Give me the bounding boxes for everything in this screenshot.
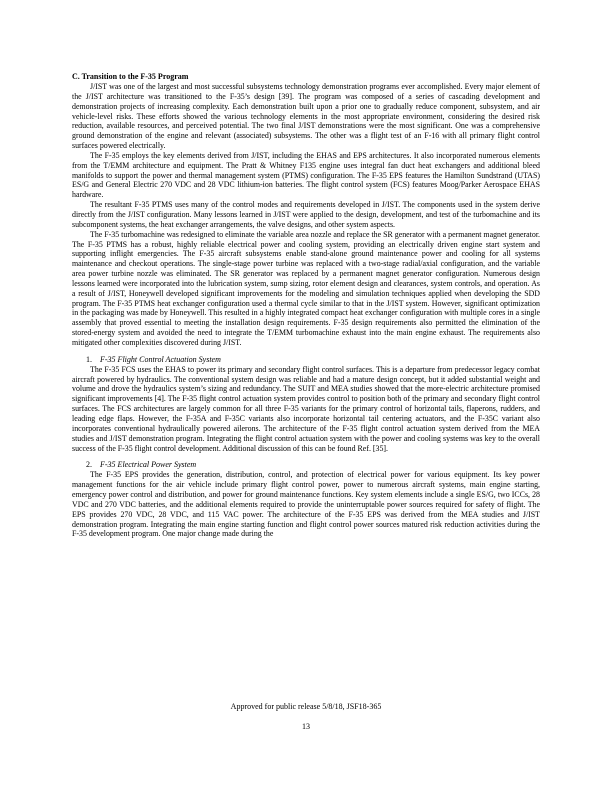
paragraph: The F-35 employs the key elements derived from J/IST, including the EHAS and EPS architectures. It also incorporated numerous elements from the T/EMM architecture and equipment. The Pratt & Whitney F135 engine uses integral fan duct heat exchangers and additional bleed manifolds to support the power and thermal management system (PTMS) configuration. The F-35 EPS features the Hamilton Sundstrand (UTAS) ES/G and General Electric 270 VDC and 28 VDC lithium-ion batteries. The flight control system (FCS) features Moog/Parker Aerospace EHAS hardware. [72, 150, 540, 200]
subsection-title: F-35 Flight Control Actuation System [100, 354, 221, 364]
paragraph: The F-35 turbomachine was redesigned to eliminate the variable area nozzle and replace the SR generator with a permanent magnet generator. The F-35 PTMS has a robust, highly reliable electrical power and cooling system, providing an electrically driven engine start system and supporting inflight emergencies. The F-35 aircraft subsystems enable stand-alone ground maintenance power and cooling for all systems maintenance and checkout operations. The single-stage power turbine was replaced with a two-stage radial/axial configuration, and the variable area power turbine nozzle was eliminated. The SR generator was replaced by a permanent magnet generator configuration. Numerous design lessons learned were incorporated into the lubrication system, sump sizing, rotor element design and clearances, system controls, and operation. As a result of J/IST, Honeywell developed significant improvements for the modeling and simulation techniques applied when developing the SDD program. The F-35 PTMS heat exchanger configuration used a thermal cycle similar to that in the J/IST system. However, significant optimization in the packaging was made by Honeywell. This resulted in a highly integrated compact heat exchanger configuration with multiple cores in a single assembly that proved essential to meeting the installation design requirements. F-35 design requirements also permitted the elimination of the stored-energy system and avoided the need to integrate the T/EMM turbomachine exhaust into the main engine exhaust. The requirements also mitigated other complexities discovered during J/IST. [72, 229, 540, 347]
subsection-number: 2. [86, 460, 92, 470]
page-number: 13 [302, 722, 310, 731]
section-heading: C. Transition to the F-35 Program [72, 72, 189, 81]
page-content [72, 72, 540, 539]
subsection-number: 1. [86, 354, 92, 364]
paragraph: The F-35 FCS uses the EHAS to power its primary and secondary flight control surfaces. This is a departure from predecessor legacy combat aircraft powered by hydraulics. The conventional system design was reliable and had a mature design concept, but it added substantial weight and volume and drove the hydraulics system’s sizing and redundancy. The SUIT and MEA studies showed that the more-electric architecture promised significant improvements [4]. The F-35 flight control actuation system provides control to position both of the primary and secondary flight control surfaces. The FCS architectures are largely common for all three F-35 variants for the primary control of horizontal tails, flaperons, rudders, and leading edge flaps. However, the F-35A and F-35C variants also incorporate horizontal tail centering actuators, and the F-35C variant also incorporates conventional hydraulically powered ailerons. The architecture of the F-35 flight control actuation system derived from the MEA studies and J/IST demonstration program. Integrating the flight control actuation system with the power and cooling systems was key to the overall success of the F-35 flight control development. Additional discussion of this can be found Ref. [35]. [72, 364, 540, 453]
paragraph: The F-35 EPS provides the generation, distribution, control, and protection of electrical power for various equipment. Its key power management functions for the air vehicle include primary flight control power, power to numerous aircraft systems, main engine starting, emergency power control and distribution, and power for ground maintenance functions. Key system elements include a single ES/G, two ICCs, 28 VDC and 270 VDC batteries, and the additional elements required to provide the uninterruptable power sources required for safety of flight. The EPS provides 270 VDC, 28 VDC, and 115 VAC power. The architecture of the F-35 EPS was derived from the MEA studies and J/IST demonstration program. Integrating the main engine starting function and flight control power sources matured risk reduction activities during the F-35 development program. One major change made during the [72, 470, 540, 539]
paragraph: J/IST was one of the largest and most successful subsystems technology demonstration programs ever accomplished. Every major element of the J/IST architecture was transitioned to the F-35’s design [39]. The program was composed of a series of cascading development and demonstration projects of increasing complexity. Each demonstration built upon a prior one to gradually reduce component, subsystem, and air vehicle-level risks. These efforts showed the various technology elements in the most appropriate environment, considering the desired risk reduction, available resources, and perceived potential. The two final J/IST demonstrations were the most significant. One was a comprehensive ground demonstration of the engine and relevant (associated) subsystems. The other was a flight test of an F-16 with all primary flight control surfaces powered electrically. [72, 82, 540, 151]
subsection-title: F-35 Electrical Power System [100, 460, 197, 470]
subsection-heading [86, 355, 540, 365]
paragraph: The resultant F-35 PTMS uses many of the control modes and requirements developed in J/IST. The components used in the system derive directly from the J/IST configuration. Many lessons learned in J/IST were applied to the design, development, and test of the turbomachine and its subcomponent systems, the heat exchanger arrangements, the valve designs, and other system aspects. [72, 200, 540, 229]
release-statement: Approved for public release 5/8/18, JSF18-365 [230, 702, 382, 711]
subsection-heading [86, 460, 540, 470]
